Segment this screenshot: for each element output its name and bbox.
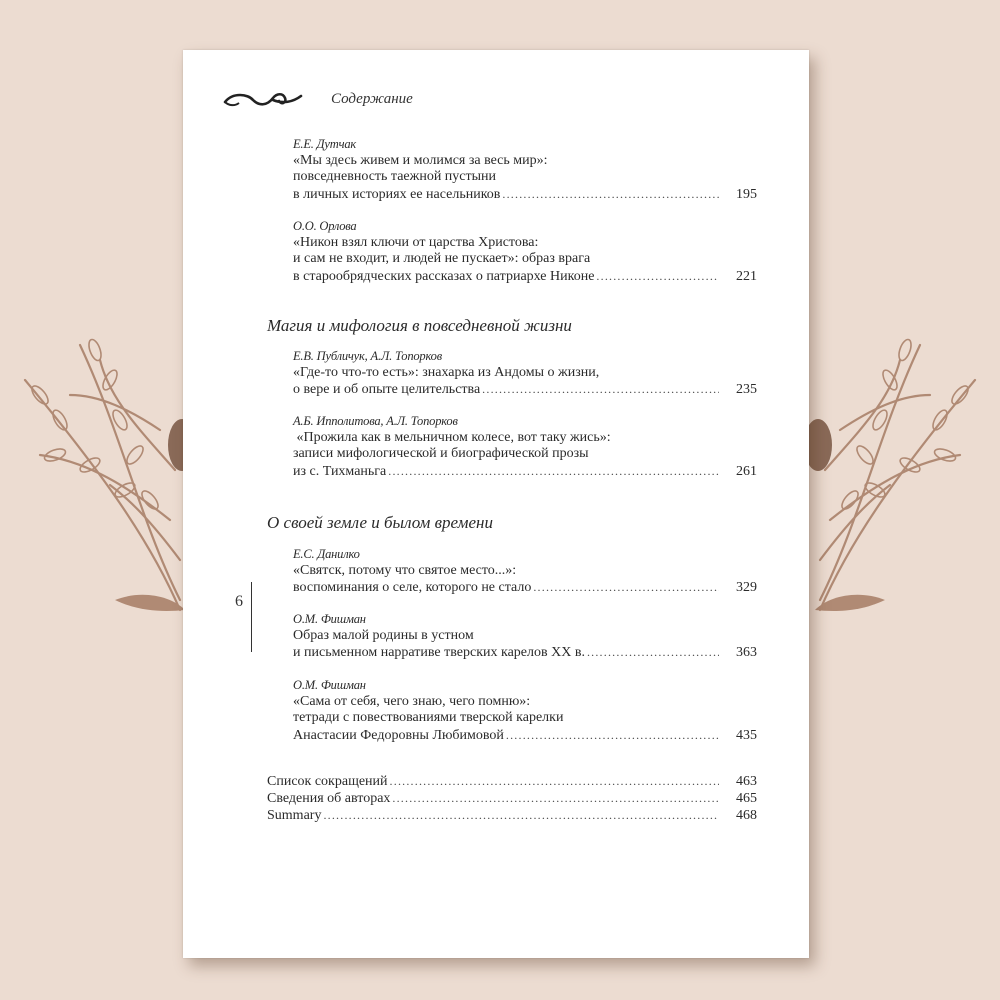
leader-dots [596, 268, 719, 285]
entry-page-number: 363 [736, 645, 757, 660]
page-header [223, 88, 523, 112]
entry-title-line: «Никон взял ключи от царства Христова: [293, 234, 539, 250]
entry-title-line: «Прожила как в мельничном колесе, вот таку жись»: [293, 429, 611, 445]
entry-author: А.Б. Ипполитова, А.Л. Топорков [293, 414, 458, 428]
entry-page-number: 435 [736, 727, 757, 743]
toc-entry[interactable] [293, 546, 757, 597]
entry-title-line: «Мы здесь живем и молимся за весь мир»: [293, 152, 548, 168]
entry-author: О.М. Фишман [293, 678, 366, 692]
section-title: О своей земле и былом времени [267, 513, 493, 532]
entry-page-number: 195 [736, 186, 757, 202]
entry-title-line: и сам не входит, и людей не пускает»: образ врага [293, 251, 591, 266]
leader-dots [392, 790, 719, 807]
entry-title-line: в старообрядческих рассказах о патриархе Никоне [293, 268, 595, 284]
entry-title-line: «Сама от себя, чего знаю, чего помню»: [293, 693, 531, 709]
leader-dots [502, 186, 719, 203]
backmatter-list [267, 773, 757, 824]
entry-title-line: «Святск, потому что святое место...»: [293, 562, 517, 578]
leader-dots [390, 773, 719, 790]
entry-title-line: о вере и об опыте целительства [293, 382, 481, 397]
entry-leader-line [293, 463, 757, 481]
backmatter-page-number: 463 [736, 774, 757, 789]
entry-page-number: 235 [736, 382, 757, 397]
leader-dots [323, 807, 719, 824]
toc-entry[interactable] [293, 136, 757, 203]
entry-title-line: тетради с повествованиями тверской карелки [293, 710, 564, 725]
entry-author: О.М. Фишман [293, 612, 366, 626]
backmatter-page-number: 468 [736, 808, 757, 823]
toc-entry[interactable] [293, 611, 757, 662]
entry-page-number: 221 [736, 268, 757, 284]
leader-dots [388, 463, 719, 480]
backmatter-label: Summary [267, 808, 322, 823]
entry-title-line: Анастасии Федоровны Любимовой [293, 727, 504, 743]
leader-dots [482, 381, 719, 398]
page-number: 6 [235, 593, 243, 610]
toc-entry[interactable] [293, 677, 757, 744]
entry-author: О.О. Орлова [293, 219, 357, 233]
entry-leader-line [293, 186, 757, 204]
entry-leader-line [293, 381, 757, 399]
leader-dots [533, 579, 719, 596]
leader-dots [506, 727, 719, 744]
entry-title-line: в личных историях ее насельников [293, 186, 501, 202]
backmatter-page-number: 465 [736, 791, 757, 806]
backmatter-item[interactable] [267, 790, 757, 807]
book-page [183, 50, 809, 958]
margin-rule [251, 582, 252, 652]
leader-dots [587, 644, 719, 661]
backmatter-label: Сведения об авторах [267, 791, 391, 806]
entry-leader-line [293, 727, 757, 745]
toc-entry[interactable] [293, 348, 757, 399]
section-title: Магия и мифология в повседневной жизни [267, 316, 572, 335]
ornament-icon [223, 90, 303, 110]
entry-title-line: записи мифологической и биографической прозы [293, 446, 589, 461]
entry-leader-line [293, 644, 757, 662]
header-title: Содержание [331, 91, 413, 107]
entry-title-line: Образ малой родины в устном [293, 627, 474, 643]
entry-title-line: и письменном нарративе тверских карелов XX в. [293, 645, 585, 660]
entry-leader-line [293, 579, 757, 597]
backmatter-item[interactable] [267, 807, 757, 824]
entry-leader-line [293, 268, 757, 286]
branch-left-1 [25, 380, 180, 610]
entry-author: Е.В. Публичук, А.Л. Топорков [293, 349, 442, 363]
entry-title-line: из с. Тихманьга [293, 463, 387, 479]
backmatter-label: Список сокращений [267, 774, 388, 789]
entry-title-line: воспоминания о селе, которого не стало [293, 580, 532, 595]
entry-title-line: повседневность таежной пустыни [293, 169, 497, 184]
branch-right-1 [820, 380, 975, 610]
entry-author: Е.С. Данилко [293, 547, 360, 561]
entry-page-number: 329 [736, 580, 757, 595]
toc-entry[interactable] [293, 218, 757, 285]
toc-entry[interactable] [293, 413, 757, 480]
entry-title-line: «Где-то что-то есть»: знахарка из Андомы о жизни, [293, 364, 600, 380]
backmatter-item[interactable] [267, 773, 757, 790]
entry-page-number: 261 [736, 463, 757, 479]
entry-author: Е.Е. Дутчак [293, 137, 357, 151]
